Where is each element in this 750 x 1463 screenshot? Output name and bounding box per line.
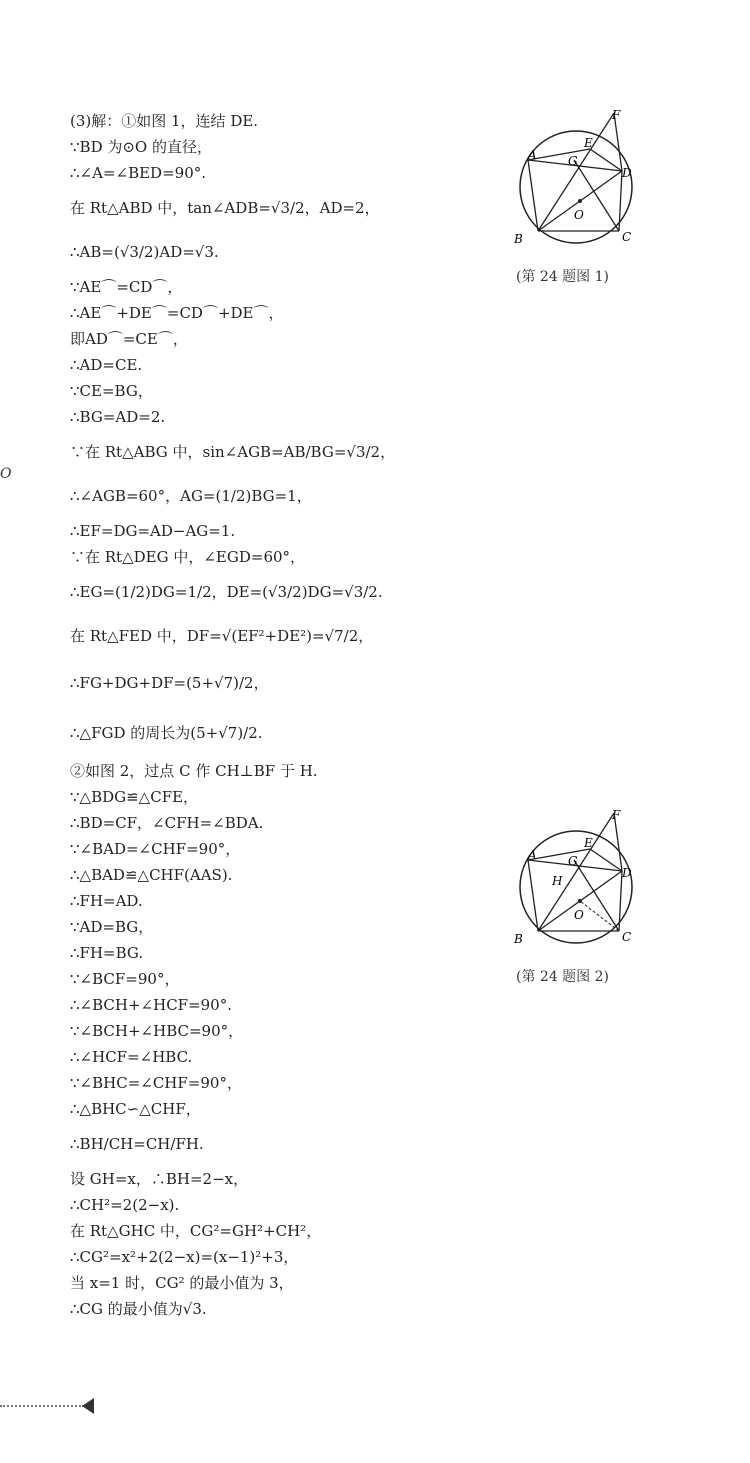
solution-line: ∴AE⌒+DE⌒=CD⌒+DE⌒， — [70, 304, 284, 322]
label-a: A — [528, 148, 537, 162]
solution-line: 设 GH=x，∴BH=2−x， — [70, 1170, 249, 1188]
solution-line: ∴FH=BG. — [70, 944, 144, 962]
solution-line: ∵CE=BG， — [70, 382, 153, 400]
solution-line: ∴AD=CE. — [70, 356, 143, 374]
label-e: E — [584, 136, 593, 150]
solution-line: ∵∠BCF=90°， — [70, 970, 180, 988]
solution-line: ∵BD 为⊙O 的直径， — [70, 138, 212, 156]
solution-line: ∵∠BHC=∠CHF=90°， — [70, 1074, 242, 1092]
figure-1 — [508, 105, 648, 255]
solution-line: ∴△BHC∽△CHF， — [70, 1100, 201, 1118]
solution-line: ∴FH=AD. — [70, 892, 143, 910]
solution-line: ∴EG=(1/2)DG=1/2，DE=(√3/2)DG=√3/2. — [70, 583, 383, 601]
solution-line: ∵在 Rt△ABG 中，sin∠AGB=AB/BG=√3/2， — [70, 443, 396, 461]
solution-line: ∵在 Rt△DEG 中，∠EGD=60°， — [70, 548, 306, 566]
label-d: D — [622, 166, 632, 180]
label-b: B — [514, 232, 523, 246]
solution-text — [70, 108, 510, 1322]
solution-line: (3)解：①如图 1，连结 DE. — [70, 112, 259, 130]
solution-line: ∴EF=DG=AD−AG=1. — [70, 522, 236, 540]
label-c: C — [622, 930, 632, 944]
solution-line: ∴BH/CH=CH/FH. — [70, 1135, 204, 1153]
solution-line: ∵AD=BG， — [70, 918, 154, 936]
solution-line: ∴CG²=x²+2(2−x)=(x−1)²+3， — [70, 1248, 299, 1266]
solution-line: 当 x=1 时，CG² 的最小值为 3， — [70, 1274, 294, 1292]
label-g: G — [568, 154, 578, 168]
label-a: A — [528, 848, 537, 862]
solution-line: ∴∠BCH+∠HCF=90°. — [70, 996, 232, 1014]
solution-line: ∴FG+DG+DF=(5+√7)/2， — [70, 674, 269, 692]
figure-2 — [508, 805, 648, 955]
solution-line: 即AD⌒=CE⌒， — [70, 330, 188, 348]
solution-line: ∴△BAD≌△CHF(AAS). — [70, 866, 233, 884]
solution-line: ∴BG=AD=2. — [70, 408, 166, 426]
label-g: G — [568, 854, 578, 868]
edge-glyph: O — [0, 466, 12, 482]
label-o: O — [574, 908, 584, 922]
solution-line: 在 Rt△FED 中，DF=√(EF²+DE²)=√7/2， — [70, 627, 374, 645]
footer-dotted-line — [0, 1405, 84, 1407]
figure-1-caption: (第 24 题图 1) — [516, 269, 609, 285]
solution-line: ∵∠BAD=∠CHF=90°， — [70, 840, 241, 858]
solution-line: ∴∠AGB=60°，AG=(1/2)BG=1， — [70, 487, 312, 505]
solution-line: ②如图 2，过点 C 作 CH⊥BF 于 H. — [70, 762, 318, 780]
label-d: D — [622, 866, 632, 880]
label-f: F — [612, 808, 621, 822]
solution-line: ∴△FGD 的周长为(5+√7)/2. — [70, 724, 263, 742]
solution-line: ∴∠HCF=∠HBC. — [70, 1048, 193, 1066]
solution-line: ∴CG 的最小值为√3. — [70, 1300, 207, 1318]
figure-2-caption: (第 24 题图 2) — [516, 969, 609, 985]
solution-line: 在 Rt△ABD 中，tan∠ADB=√3/2，AD=2， — [70, 199, 380, 217]
label-b: B — [514, 932, 523, 946]
solution-line: ∵AE⌒=CD⌒， — [70, 278, 183, 296]
label-e: E — [584, 836, 593, 850]
solution-line: ∴∠A=∠BED=90°. — [70, 164, 207, 182]
solution-line: ∴AB=(√3/2)AD=√3. — [70, 243, 219, 261]
label-h: H — [552, 874, 563, 888]
label-o: O — [574, 208, 584, 222]
solution-line: ∴BD=CF，∠CFH=∠BDA. — [70, 814, 264, 832]
solution-line: 在 Rt△GHC 中，CG²=GH²+CH²， — [70, 1222, 322, 1240]
page-marker-icon — [82, 1398, 94, 1414]
solution-line: ∴CH²=2(2−x). — [70, 1196, 180, 1214]
label-f: F — [612, 108, 621, 122]
solution-line: ∵△BDG≌△CFE， — [70, 788, 199, 806]
label-c: C — [622, 230, 632, 244]
solution-line: ∵∠BCH+∠HBC=90°， — [70, 1022, 244, 1040]
